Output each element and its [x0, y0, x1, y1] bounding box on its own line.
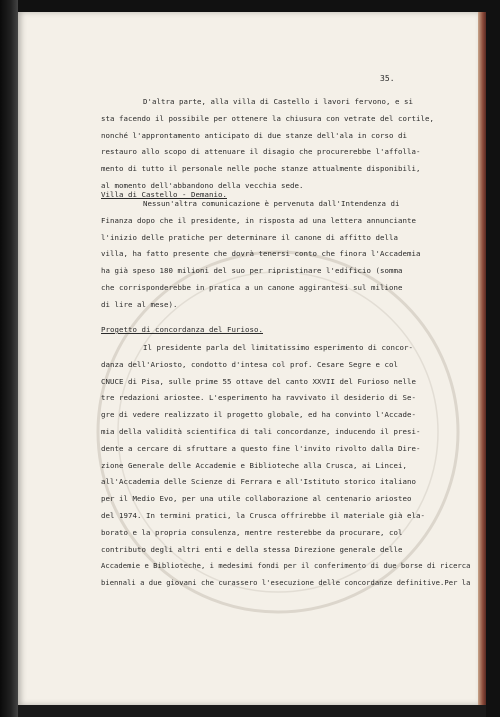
- text-line: tre redazioni ariostee. L'esperimento ha ravvivato il desiderio di Se-: [101, 393, 416, 403]
- text-line: restauro allo scopo di attenuare il disagio che procurerebbe l'affolla-: [101, 147, 421, 157]
- text-line: danza dell'Ariosto, condotto d'intesa col prof. Cesare Segre e col: [101, 359, 398, 369]
- document-page: [18, 12, 478, 705]
- bottom-shadow: [18, 705, 486, 717]
- text-line: l'inizio delle pratiche per determinare il canone di affitto della: [101, 232, 398, 242]
- text-line: mento di tutto il personale nelle poche stanze attualmente disponibili,: [101, 164, 421, 174]
- text-line: al momento dell'abbandono della vecchia sede.: [101, 181, 304, 190]
- text-line: all'Accademia delle Scienze di Ferrara e all'Istituto storico italiano: [101, 477, 416, 487]
- text-line: contributo degli altri enti e della stessa Direzione generale delle: [101, 544, 403, 554]
- text-line: villa, ha fatto presente che dovrà tenersi conto che finora l'Accademia: [101, 249, 421, 259]
- text-line: D'altra parte, alla villa di Castello i lavori fervono, e si: [143, 97, 413, 106]
- text-line: Il presidente parla del limitatissimo esperimento di concor-: [143, 343, 413, 352]
- text-line: Accademie e Biblioteche, i medesimi fondi per il conferimento di due borse di ricerca: [101, 561, 471, 571]
- text-layer: [18, 12, 478, 705]
- section-heading: Villa di Castello - Demanio.: [101, 190, 227, 199]
- text-line: sta facendo il possibile per ottenere la chiusura con vetrate del cortile,: [101, 113, 434, 123]
- text-line: dente a cercare di sfruttare a questo fine l'invito rivolto dalla Dire-: [101, 443, 421, 453]
- text-line: che corrisponderebbe in pratica a un canone aggirantesi sul milione: [101, 283, 403, 292]
- text-line: di lire al mese).: [101, 299, 178, 309]
- text-line: biennali a due giovani che curassero l'esecuzione delle concordanze definitive.Per la: [101, 578, 471, 588]
- text-line: Finanza dopo che il presidente, in risposta ad una lettera annunciante: [101, 215, 416, 225]
- text-line: zione Generale delle Accademie e Biblioteche alla Crusca, ai Lincei,: [101, 460, 407, 470]
- text-line: Nessun'altra comunicazione è pervenuta dall'Intendenza di: [143, 199, 400, 208]
- text-line: nonché l'approntamento anticipato di due stanze dell'ala in corso di: [101, 130, 407, 140]
- page-number: 35.: [380, 74, 395, 83]
- section-heading: Progetto di concordanza del Furioso.: [101, 325, 263, 334]
- book-spine: [0, 0, 18, 717]
- page-edge-binding: [478, 12, 486, 705]
- text-line: mia della validità scientifica di tali concordanze, inducendo il presi-: [101, 427, 421, 436]
- text-line: borato e la propria consulenza, mentre resterebbe da procurare, col: [101, 527, 403, 537]
- text-line: CNUCE di Pisa, sulle prime 55 ottave del canto XXVII del Furioso nelle: [101, 376, 416, 386]
- text-line: gre di vedere realizzato il progetto globale, ed ha convinto l'Accade-: [101, 410, 416, 420]
- text-line: ha già speso 180 milioni del suo per ripristinare l'edificio (somma: [101, 266, 403, 276]
- text-line: per il Medio Evo, per una utile collaborazione al centenario ariosteo: [101, 494, 412, 504]
- text-line: del 1974. In termini pratici, la Crusca offrirebbe il materiale già ela-: [101, 511, 425, 520]
